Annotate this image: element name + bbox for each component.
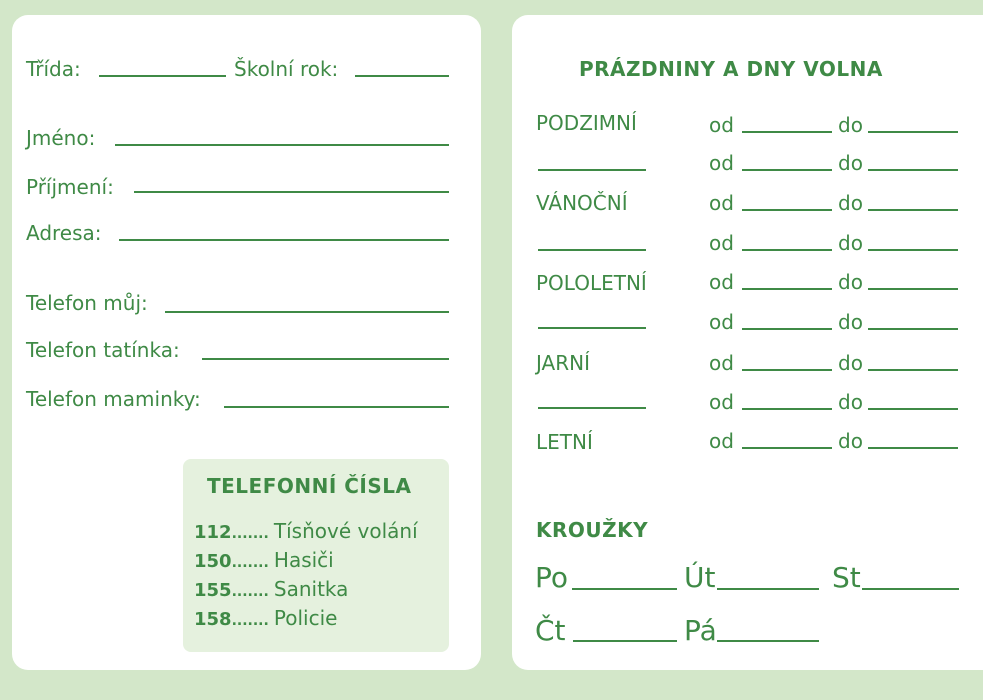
from-field[interactable] (742, 288, 832, 290)
name-label: Jméno: (26, 126, 96, 150)
to-label: do (838, 429, 863, 453)
to-label: do (838, 270, 863, 294)
address-label: Adresa: (26, 221, 102, 245)
to-field[interactable] (868, 369, 958, 371)
to-field[interactable] (868, 131, 958, 133)
holiday-name-field[interactable] (538, 169, 646, 171)
from-label: od (709, 429, 734, 453)
from-label: od (709, 270, 734, 294)
holidays-card (512, 15, 983, 670)
to-field[interactable] (868, 249, 958, 251)
holiday-name-field[interactable] (538, 407, 646, 409)
holidays-title: PRÁZDNINY A DNY VOLNA (579, 57, 883, 81)
from-label: od (709, 390, 734, 414)
emergency-dots: ....... (231, 613, 269, 629)
school-year-field[interactable] (355, 75, 449, 77)
holiday-name-spring: JARNÍ (536, 351, 590, 375)
from-label: od (709, 351, 734, 375)
student-info-card (12, 15, 481, 670)
from-label: od (709, 151, 734, 175)
phone-mine-field[interactable] (165, 311, 449, 313)
club-tuesday-field[interactable] (717, 588, 819, 590)
emergency-service: Sanitka (273, 577, 349, 601)
phone-mine-label: Telefon můj: (26, 291, 148, 315)
from-field[interactable] (742, 328, 832, 330)
to-label: do (838, 231, 863, 255)
to-field[interactable] (868, 408, 958, 410)
clubs-title: KROUŽKY (536, 518, 649, 542)
emergency-row (194, 548, 334, 573)
to-label: do (838, 351, 863, 375)
club-day-friday: Pá (684, 614, 717, 647)
phone-father-field[interactable] (202, 358, 449, 360)
class-label: Třída: (26, 57, 81, 81)
from-label: od (709, 231, 734, 255)
from-field[interactable] (742, 369, 832, 371)
address-field[interactable] (119, 239, 449, 241)
emergency-row (194, 519, 418, 544)
holiday-name-summer: LETNÍ (536, 430, 593, 454)
holiday-name-midterm: POLOLETNÍ (536, 271, 647, 295)
club-day-thursday: Čt (535, 614, 566, 647)
emergency-row (194, 577, 348, 602)
club-wednesday-field[interactable] (862, 588, 959, 590)
emergency-dots: ....... (231, 555, 269, 571)
from-label: od (709, 191, 734, 215)
to-label: do (838, 310, 863, 334)
to-field[interactable] (868, 209, 958, 211)
class-field[interactable] (99, 75, 226, 77)
to-label: do (838, 191, 863, 215)
surname-label: Příjmení: (26, 175, 114, 199)
from-label: od (709, 113, 734, 137)
club-thursday-field[interactable] (573, 640, 677, 642)
to-label: do (838, 113, 863, 137)
from-field[interactable] (742, 408, 832, 410)
emergency-title: TELEFONNÍ ČÍSLA (207, 474, 412, 498)
name-field[interactable] (115, 144, 449, 146)
phone-mother-field[interactable] (224, 406, 449, 408)
phone-father-label: Telefon tatínka: (26, 338, 180, 362)
emergency-number: 150 (194, 551, 232, 572)
to-field[interactable] (868, 328, 958, 330)
from-field[interactable] (742, 169, 832, 171)
phone-mother-label: Telefon maminky: (26, 387, 201, 411)
emergency-number: 158 (194, 609, 232, 630)
emergency-dots: ....... (231, 526, 269, 542)
from-field[interactable] (742, 131, 832, 133)
holiday-name-field[interactable] (538, 249, 646, 251)
to-label: do (838, 390, 863, 414)
emergency-service: Hasiči (273, 548, 334, 572)
club-monday-field[interactable] (572, 588, 677, 590)
club-friday-field[interactable] (717, 640, 819, 642)
holiday-name-christmas: VÁNOČNÍ (536, 191, 628, 215)
club-day-tuesday: Út (684, 561, 716, 594)
school-year-label: Školní rok: (234, 57, 339, 81)
to-label: do (838, 151, 863, 175)
to-field[interactable] (868, 288, 958, 290)
emergency-row (194, 606, 337, 631)
holiday-name-field[interactable] (538, 327, 646, 329)
surname-field[interactable] (134, 191, 449, 193)
from-field[interactable] (742, 249, 832, 251)
to-field[interactable] (868, 169, 958, 171)
emergency-service: Policie (273, 606, 338, 630)
from-field[interactable] (742, 209, 832, 211)
from-label: od (709, 310, 734, 334)
holiday-name-autumn: PODZIMNÍ (536, 111, 637, 135)
to-field[interactable] (868, 447, 958, 449)
emergency-numbers-box (183, 459, 449, 652)
club-day-monday: Po (535, 561, 569, 594)
emergency-dots: ....... (231, 584, 269, 600)
emergency-number: 112 (194, 522, 232, 543)
emergency-number: 155 (194, 580, 232, 601)
emergency-service: Tísňové volání (273, 519, 418, 543)
from-field[interactable] (742, 447, 832, 449)
club-day-wednesday: St (832, 561, 861, 594)
